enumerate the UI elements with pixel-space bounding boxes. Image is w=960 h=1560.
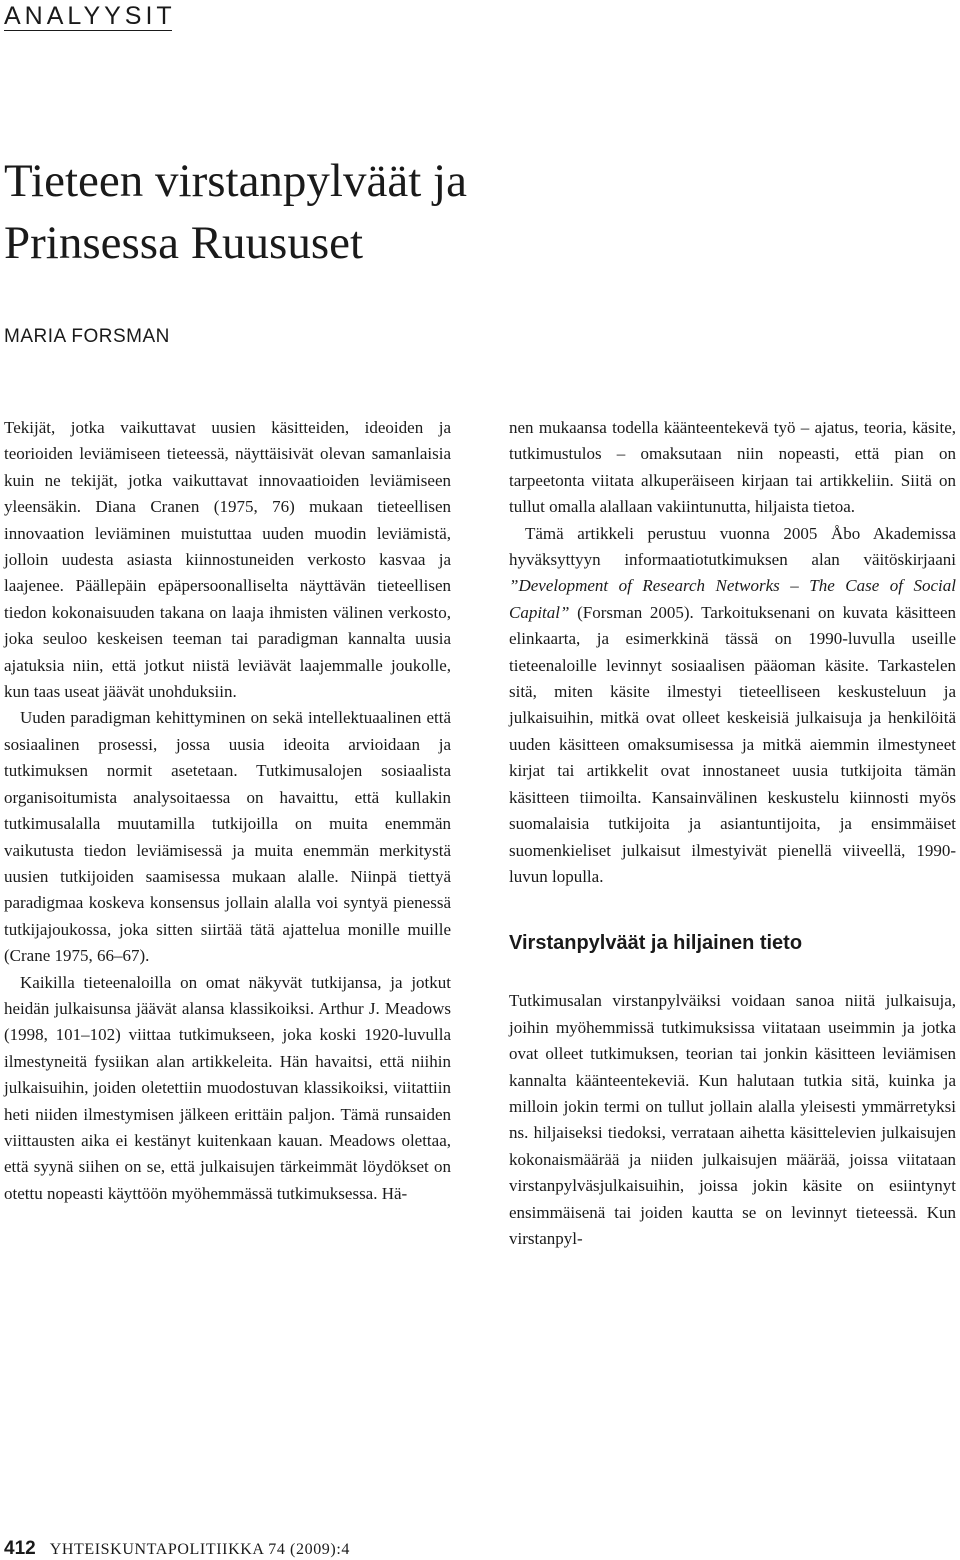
right-column	[509, 415, 956, 1252]
paragraph-text: (Forsman 2005). Tarkoituksenani on kuvata käsitteen elinkaarta, ja esimerkkinä tässä on 1990-luvulla useille tieteenaloille levinnyt sosiaalisen pääoman käsite. Tarkastelen sitä, miten käsite ilmestyi tieteelliseen keskusteluun ja julkaisuihin, mitkä ovat olleet keskeisiä julkaisuja ja henkilöitä uuden käsitteen omaksumisessa ja mitkä aiemmin ilmestyneet kirjat tai artikkelit ovat innostaneet uusia tutkijoita tämän käsitteen tiimoilta. Kansainvälinen keskustelu kiinnosti myös suomalaisia tutkijoita ja asiantuntijoita, ja ensimmäiset suomenkieliset julkaisut ilmestyivät pienellä viiveellä, 1990-luvun lopulla.	[509, 602, 956, 886]
paragraph: Tekijät, jotka vaikuttavat uusien käsitteiden, ideoiden ja teorioiden leviämiseen tieteessä, näyttäisivät olevan samanlaisia kuin ne tekijät, jotka vaikuttavat innovaatioiden leviämiseen yleensäkin. Diana Cranen (1975, 76) mukaan tieteellisen innovaation leviäminen muistuttaa uuden muodin leviämistä, jolloin uudesta asiasta kiinnostuneiden verkosto kasvaa ja laajenee. Päällepäin epäpersoonalliselta näyttävän tieteellisen tiedon kokonaisuuden takana on laaja ihmisten välinen verkosto, joka seuloo keskeisen teeman tai paradigman kannalta uusia ajatuksia niin, että jotkut niistä leviävät laajemmalle joukolle, kun taas useat jäävät unohduksiin.	[4, 418, 451, 702]
paragraph	[509, 521, 956, 891]
paragraph: nen mukaansa todella käänteentekevä työ – ajatus, teoria, käsite, tutkimustulos – omaksutaan niin nopeasti, että pian on tarpeetonta viitata alkuperäiseen kirjaan tai artikkeliin. Siitä on tullut omalla alallaan vakiintunutta, hiljaista tietoa.	[509, 418, 956, 517]
article-title	[4, 150, 704, 274]
author-name: MARIA FORSMAN	[4, 326, 170, 347]
section-label: ANALYYSIT	[4, 2, 176, 30]
section-rule	[4, 30, 172, 31]
dissertation-title: ”Development of Research Networks – The Case of Social Capital”	[509, 576, 956, 622]
page-footer	[4, 1538, 350, 1560]
page-number: 412	[4, 1538, 36, 1559]
paragraph: Tutkimusalan virstanpylväiksi voidaan sanoa niitä julkaisuja, joihin myöhemmissä tutkimuksissa viitataan useimmin ja jotka ovat olleet tutkimuksen, teorian tai jonkin käsitteen leviämisen kannalta käänteentekeviä. Kun halutaan tutkia sitä, kuinka ja milloin jokin termi on tullut jollain alalla yleisesti ymmärretyksi ns. hiljaiseksi tiedoksi, verrataan aihetta käsittelevien julkaisujen kokonaismäärää ja niiden julkaisujen määrää, joissa viitataan virstanpylväsjulkaisuihin, joissa jokin käsite on esiintynyt ensimmäisenä tai joiden kautta se on levinnyt tieteessä. Kun virstanpyl-	[509, 991, 956, 1248]
section-subheading: Virstanpylväät ja hiljainen tieto	[509, 932, 803, 955]
title-line-2: Prinsessa Ruususet	[4, 217, 364, 269]
paragraph: Kaikilla tieteenaloilla on omat näkyvät tutkijansa, ja jotkut heidän julkaisunsa jäävät alansa klassikoiksi. Arthur J. Meadows (1998, 101–102) viittaa tutkimukseen, joka koski 1920-luvulla ilmestyneitä fysiikan alan artikkeleita. Hän havaitsi, että niihin julkaisuihin, joiden oletettiin muodostuvan klassikoiksi, viitattiin heti niiden ilmestymisen jälkeen erittäin paljon. Tämä runsaiden viittausten aika ei kestänyt kuitenkaan kauan. Meadows olettaa, että syynä siihen on se, että julkaisujen tärkeimmät löydökset on otettu nopeasti käyttöön myöhemmässä tutkimuksessa. Hä-	[4, 972, 451, 1203]
title-line-1: Tieteen virstanpylväät ja	[4, 155, 467, 207]
paragraph-text: Tämä artikkeli perustuu vuonna 2005 Åbo Akademissa hyväksyttyyn informaatiotutkimuksen alan väitöskirjaani	[509, 523, 956, 570]
journal-citation: YHTEISKUNTAPOLITIIKKA 74 (2009):4	[49, 1541, 350, 1558]
paragraph: Uuden paradigman kehittyminen on sekä intellektuaalinen että sosiaalinen prosessi, jossa uusia ideoita arvioidaan ja tutkimuksen normit asetetaan. Tutkimusalojen sosiaalista organisoitumista analysoitaessa on havaittu, että kullakin tutkimusalalla muutamilla tutkijoilla on muita enemmän vaikutusta tiedon leviämisessä ja muita enemmän merkitystä uusien tutkijoiden saamisessa mukaan alalle. Niinpä tiettyä paradigmaa koskeva konsensus jollain alalla voi syntyä pienessä tutkijajoukossa, joka sitten siirtää tätä ajattelua monille muille (Crane 1975, 66–67).	[4, 708, 451, 966]
left-column	[4, 415, 451, 1207]
